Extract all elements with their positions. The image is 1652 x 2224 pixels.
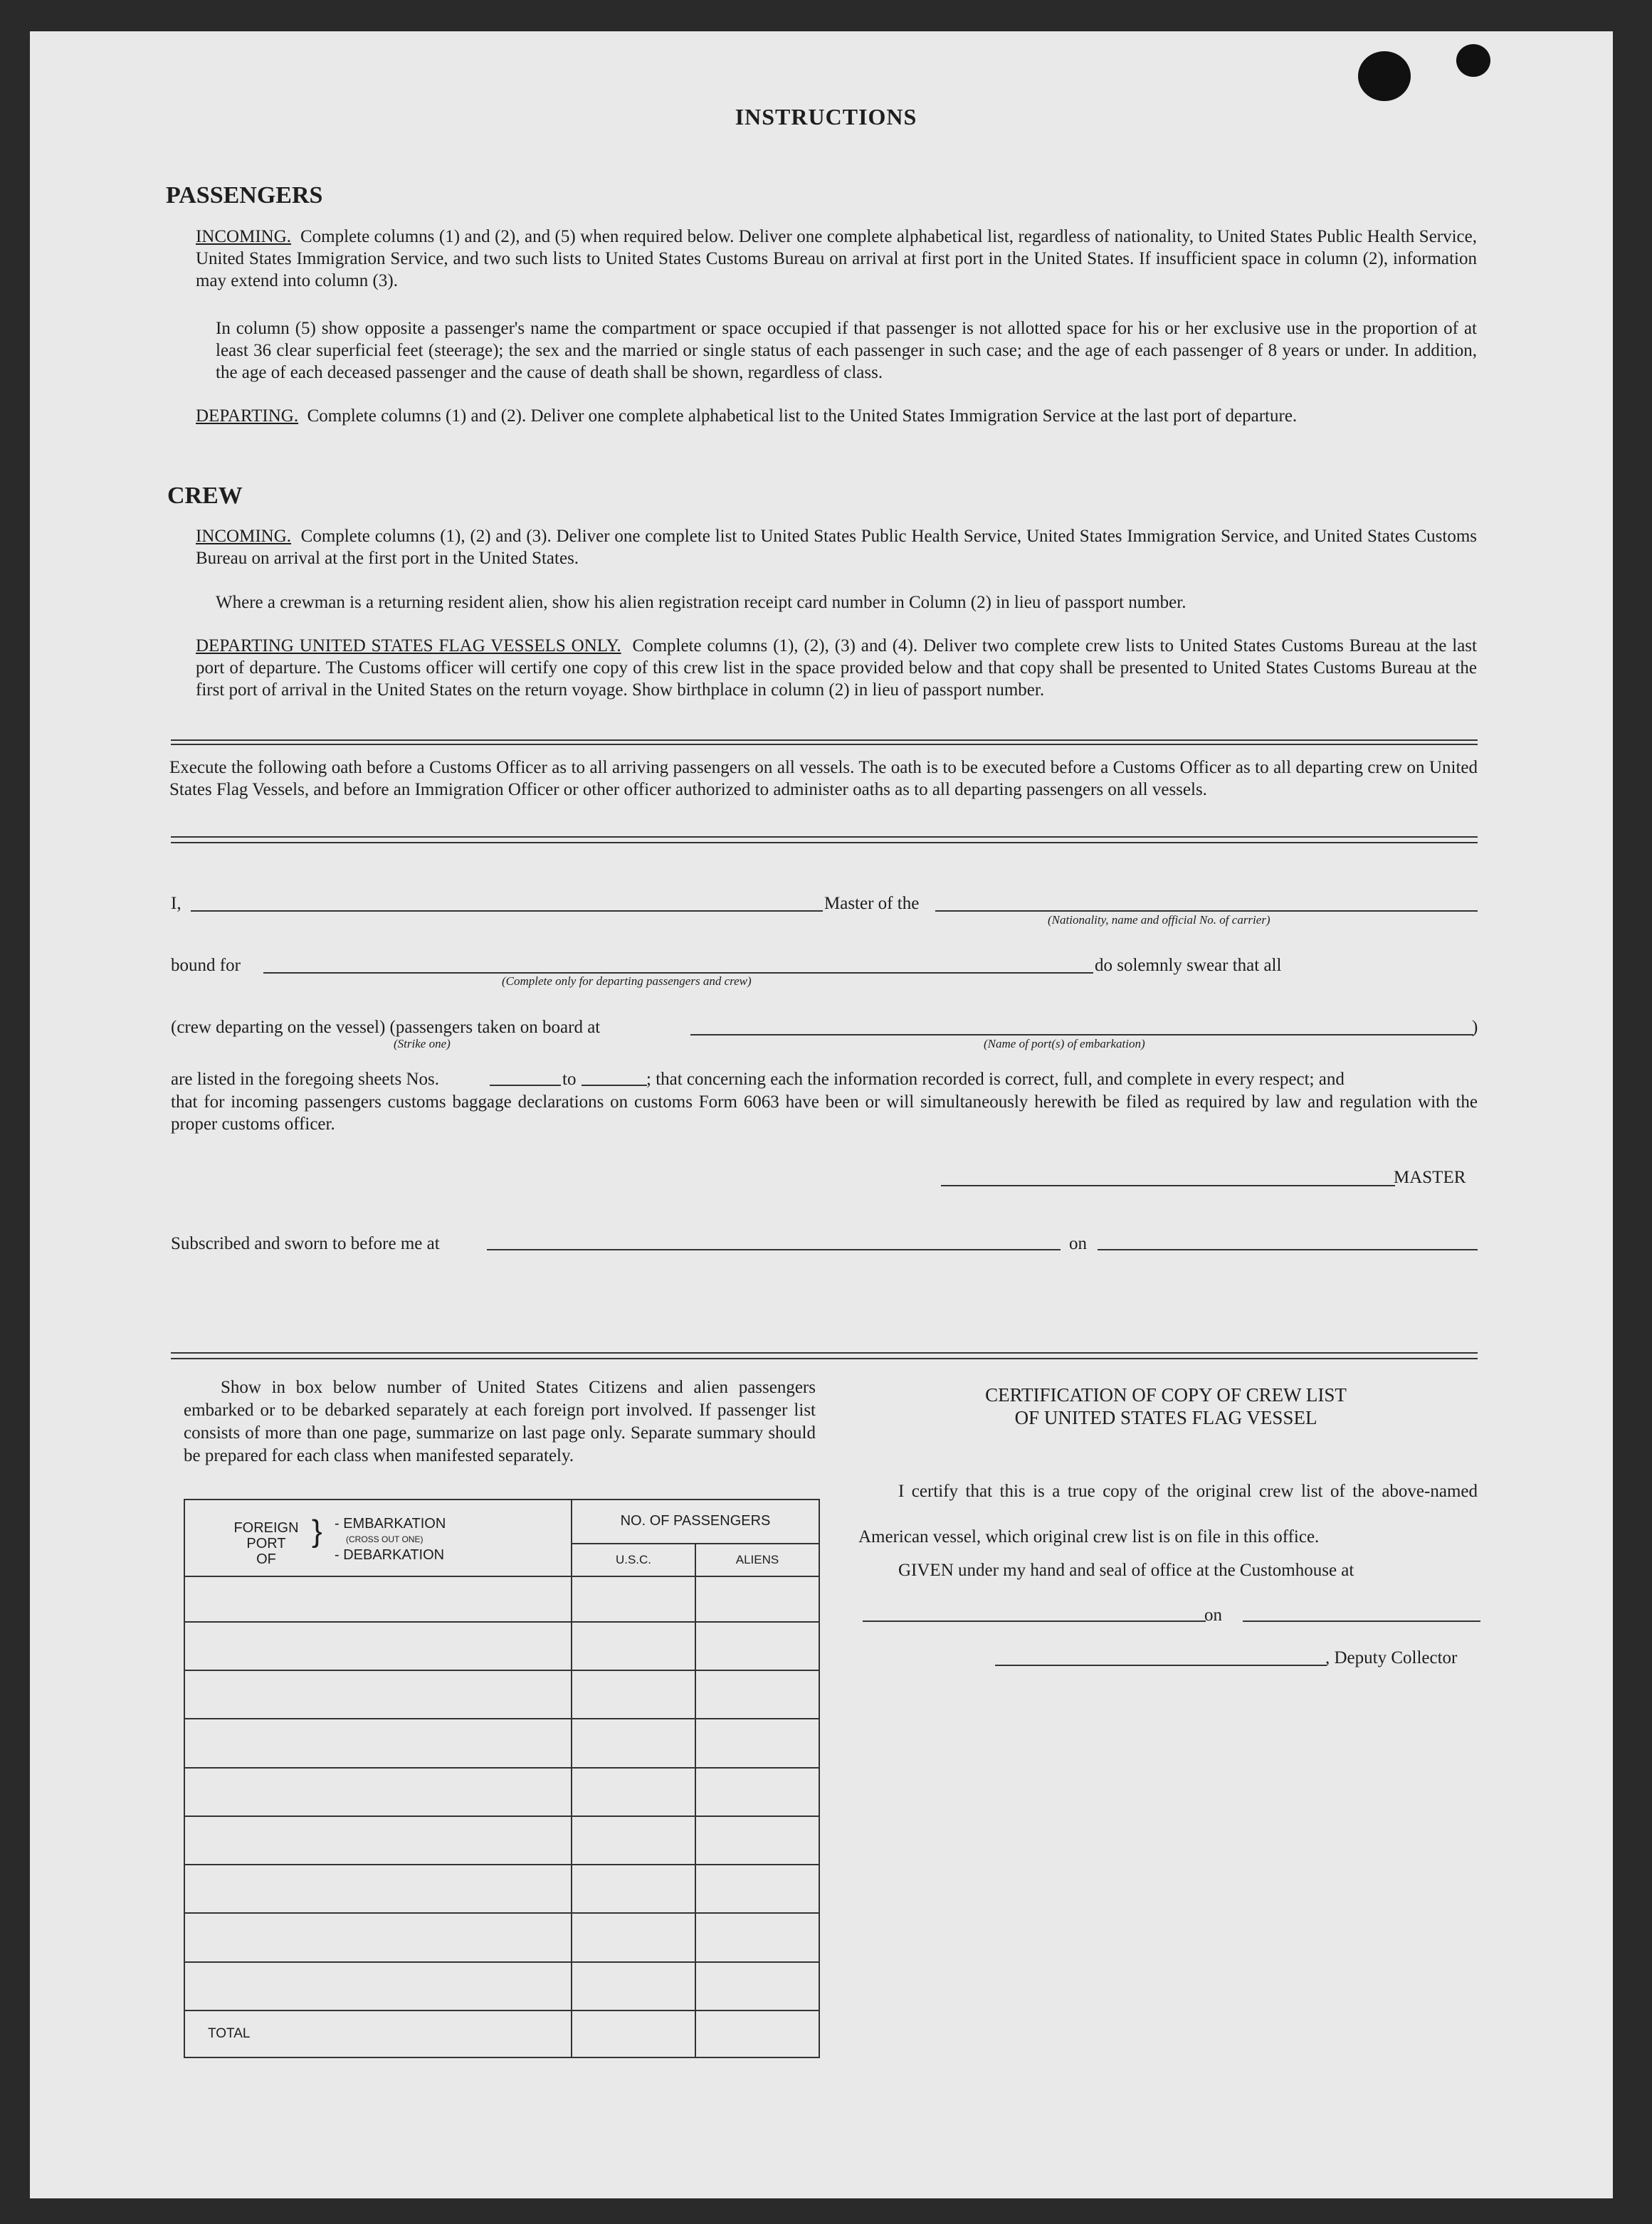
passengers-column5 [216,317,1477,384]
divider [171,739,1478,741]
no-of-passengers-header: NO. OF PASSENGERS [572,1500,819,1544]
divider [171,1358,1478,1359]
aliens-header: ALIENS [695,1544,819,1576]
master-of-label: Master of the [824,894,920,913]
crew-resident-text: Where a crewman is a returning resident alien, show his alien registration receipt card number in Column (2) in lieu of passport number. [216,593,1187,612]
nationality-caption: (Nationality, name and official No. of carrier) [1048,913,1270,927]
sheet-from-field[interactable] [490,1085,561,1086]
to-label: to [562,1070,577,1089]
table-row[interactable] [184,1913,819,1961]
customhouse-field[interactable] [863,1620,1206,1622]
crew-departing-text: Complete columns (1), (2), (3) and (4). Deliver two complete crew lists to United States Customs Bureau at the last port of departure. The Customs officer will certify one copy of this crew list in the space provided below and that copy shall be presented to United States Customs Bureau at the first port of arrival in the United States on the return voyage. Show birthplace in column (2) in lieu of passport number. [196,636,1477,700]
carrier-field[interactable] [935,910,1478,912]
crew-departing [196,635,1477,701]
port-label: PORT [246,1536,286,1551]
oath-intro: Execute the following oath before a Customs Officer as to all arriving passengers on all vessels. The oath is to be executed before a Customs Officer as to all departing crew on United States Flag Vessels, and before an Immigration Officer or other officer authorized to administer oaths as to all departing passengers on all vessels. [169,758,1478,799]
passengers-incoming-text: Complete columns (1) and (2), and (5) when required below. Deliver one complete alphabetical list, regardless of nationality, to United States Public Health Service, United States Immigration Service, and two such lists to United States Customs Bureau on arrival at first port in the United States. If insufficient space in column (2), information may extend into column (3). [196,227,1478,290]
sworn-date-field[interactable] [1098,1249,1478,1250]
certification-text: I certify that this is a true copy of the original crew list of the above-named American vessel, which original crew list is on file in this office. [858,1482,1478,1546]
foreign-port-header [184,1500,572,1576]
divider [171,842,1478,843]
cert-date-field[interactable] [1243,1620,1480,1622]
cert-on-label: on [1204,1606,1222,1625]
crew-incoming-label: INCOMING. [196,527,292,546]
passengers-incoming [196,226,1477,292]
certification-title-2: OF UNITED STATES FLAG VESSEL [1014,1407,1317,1428]
foreign-label: FOREIGN [233,1520,299,1536]
debarkation-label: - DEBARKATION [335,1547,445,1563]
swear-label: do solemnly swear that all [1095,956,1282,975]
complete-only-caption: (Complete only for departing passengers and crew) [502,974,752,988]
strike-one-caption: (Strike one) [394,1037,451,1050]
deputy-signature-field[interactable] [995,1665,1327,1666]
divider [171,744,1478,745]
table-row[interactable] [184,1865,819,1913]
sheets-label: are listed in the foregoing sheets Nos. [171,1070,439,1089]
cross-out-label: (CROSS OUT ONE) [346,1534,423,1544]
listed-suffix: ; that concerning each the information recorded is correct, full, and complete in every respect; and [646,1070,1345,1089]
summary-instructions: Show in box below number of United States Citizens and alien passengers embarked or to be debarked separately at each foreign port involved. If passenger list consists of more than one page, summarize on last page only. Separate summary should be prepared for each class when manifested separately. [184,1378,816,1465]
bound-for-label: bound for [171,956,241,975]
crew-resident [216,591,1477,613]
table-row-total [184,2010,819,2057]
passengers-departing-label: DEPARTING. [196,406,299,426]
certification-title-1: CERTIFICATION OF COPY OF CREW LIST [985,1384,1347,1406]
punch-hole-left [1358,51,1411,101]
crew-departing-label: DEPARTING UNITED STATES FLAG VESSELS ONLY. [196,636,621,655]
table-row[interactable] [184,1962,819,2010]
listed-rest: that for incoming passengers customs baggage declarations on customs Form 6063 have been or will simultaneously herewith be filed as required by law and regulation with the proper customs officer. [171,1092,1478,1134]
passenger-summary-table [184,1499,820,2058]
subscribed-label: Subscribed and sworn to before me at [171,1234,440,1253]
passengers-heading: PASSENGERS [166,182,323,209]
close-paren: ) [1472,1018,1478,1037]
table-row[interactable] [184,1719,819,1767]
table-row[interactable] [184,1670,819,1719]
brace-icon: } [312,1514,322,1549]
embarkation-label: - EMBARKATION [335,1516,446,1532]
passengers-departing [196,405,1477,427]
crew-heading: CREW [167,483,243,509]
master-label: MASTER [1394,1168,1466,1187]
table-row[interactable] [184,1768,819,1816]
on-label: on [1069,1234,1087,1253]
deputy-label: , Deputy Collector [1325,1648,1458,1667]
divider [171,836,1478,838]
divider [171,1352,1478,1354]
total-label: TOTAL [184,2010,572,2057]
passengers-column5-text: In column (5) show opposite a passenger's name the compartment or space occupied if that passenger is not allotted space for his or her exclusive use in the proportion of at least 36 clear superficial feet (steerage); the sex and the married or single status of each passenger in such case; and the age of each passenger of 8 years or under. In addition, the age of each deceased passenger and the cause of death shall be shown, regardless of class. [216,319,1477,382]
port-caption: (Name of port(s) of embarkation) [984,1037,1145,1050]
crew-departing-label: (crew departing on the vessel) (passengers taken on board at [171,1018,601,1037]
master-signature-field[interactable] [941,1185,1395,1186]
punch-hole-right [1456,44,1490,77]
passengers-departing-text: Complete columns (1) and (2). Deliver one complete alphabetical list to the United States Immigration Service at the last port of departure. [307,406,1298,426]
bound-for-field[interactable] [263,972,1093,974]
passengers-incoming-label: INCOMING. [196,227,292,246]
crew-incoming [196,525,1477,569]
table-row[interactable] [184,1576,819,1622]
page-title: INSTRUCTIONS [735,104,917,130]
sheet-to-field[interactable] [582,1085,647,1086]
oath-i-label: I, [171,894,181,913]
given-label: GIVEN under my hand and seal of office at the Customhouse at [898,1561,1354,1580]
table-row[interactable] [184,1622,819,1670]
master-name-field[interactable] [191,910,823,912]
embarkation-port-field[interactable] [690,1034,1473,1035]
of-label: OF [256,1551,276,1567]
table-row[interactable] [184,1816,819,1865]
usc-header: U.S.C. [572,1544,695,1576]
crew-incoming-text: Complete columns (1), (2) and (3). Deliver one complete list to United States Public Health Service, United States Immigration Service, and United States Customs Bureau on arrival at the first port in the United States. [196,527,1477,568]
sworn-place-field[interactable] [487,1249,1061,1250]
